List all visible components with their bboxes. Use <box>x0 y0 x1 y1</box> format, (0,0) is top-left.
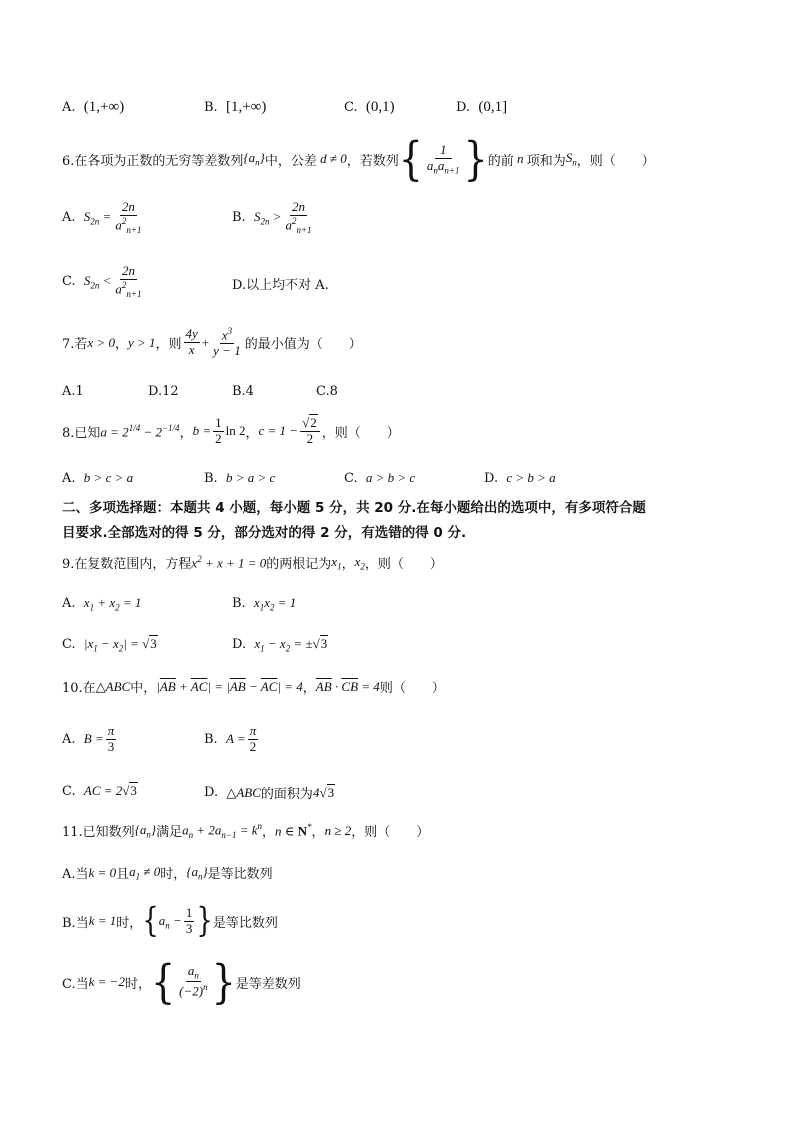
q11-option-b: B.当 k = 1 时， { $a_n$ − $\frac{1}{3}$ } 是等比数列 <box>62 901 278 941</box>
q9-option-a: A. $x_1 + x_2 = 1$ <box>62 595 142 613</box>
q10-option-a: A. B = $\frac{\pi}{3}$ <box>62 723 115 754</box>
section-2-heading-line-2: 目要求.全部选对的得 5 分，部分选对的得 2 分，有选错的得 0 分. <box>62 525 467 541</box>
q7-option-4: C.8 <box>316 384 338 399</box>
q6-option-b: B. $S_{2n}$ > $\frac{2n}{a^2_{n+1}}$ <box>232 199 312 235</box>
q6-stem: 6.在各项为正数的无穷等差数列 $\{a_n\}$ 中，公差 d ≠ 0 ，若数列 { $\frac{1}{a_na_{n+1}}$ } 的前 n 项和为 $S_n$ ，则（ ） <box>62 132 655 186</box>
q10-option-c: C. AC = 2√3 <box>62 783 137 799</box>
q9-option-c: C. $|x_1 - x_2| = √3$ <box>62 636 157 654</box>
q11-option-a: A.当 k = 0 且 $a_1 \ne 0$ 时， $\{a_n\}$ 是等比数列 <box>62 863 273 882</box>
q8-option-b: B. b > a > c <box>204 470 276 486</box>
q8-option-a: A. b > c > a <box>62 470 134 486</box>
q10-stem: 10.在 △ABC 中， $|\overline{AB} + \overline{AC}| = |\overline{AB} - \overline{AC}| = 4$ ， $\overline{AB} \cdot \overline{CB} = 4$ 则（ ） <box>62 678 445 696</box>
q7-option-1: A.1 <box>62 384 84 399</box>
q7-option-2: D.12 <box>148 384 179 399</box>
q11-option-c: C.当 k = −2 时， { $\frac{a_n}{(-2)^n}$ } 是等差数列 <box>62 955 301 1009</box>
section-2-heading-line-1: 二、多项选择题：本题共 4 小题，每小题 5 分，共 20 分.在每小题给出的选项中，有多项符合题 <box>62 500 646 516</box>
q10-option-d: D. △ABC 的面积为 4√3 <box>204 784 335 802</box>
q8-stem: 8.已知 $a = 2^{1/4} - 2^{-1/4}$ ， b = $\frac{1}{2}$ ln 2 ， c = 1 − $\frac{√2}{2}$ ，则（ ） <box>62 415 400 446</box>
q8-option-c: C. a > b > c <box>344 470 416 486</box>
q8-option-d: D. c > b > a <box>484 470 556 486</box>
q10-option-b: B. A = $\frac{\pi}{2}$ <box>204 723 257 754</box>
q11-stem: 11.已知数列 $\{a_n\}$ 满足 $a_n + 2a_{n-1} = k^n$ ， n ∈ N* ， n ≥ 2 ，则（ ） <box>62 821 430 840</box>
q5-option-c: C. (0,1) <box>344 99 395 115</box>
q7-stem: 7.若 x > 0 ， y > 1 ，则 $\frac{4y}{x}$ + $\frac{x^3}{y - 1}$ 的最小值为（ ） <box>62 326 362 359</box>
q7-option-3: B.4 <box>232 384 254 399</box>
q5-option-a: A. (1,+∞) <box>62 99 125 115</box>
q9-option-b: B. $x_1x_2 = 1$ <box>232 595 297 613</box>
q9-option-d: D. $x_1 - x_2 = \pm√3$ <box>232 636 328 654</box>
q6-option-a: A. $S_{2n}$ = $\frac{2n}{a^2_{n+1}}$ <box>62 199 142 235</box>
q6-option-c: C. $S_{2n}$ < $\frac{2n}{a^2_{n+1}}$ <box>62 263 142 299</box>
q5-option-b: B. [1,+∞) <box>204 99 267 115</box>
q5-option-d: D. (0,1] <box>456 99 508 115</box>
q6-option-d: D.以上均不对 A. <box>232 278 329 293</box>
q9-stem: 9.在复数范围内，方程 $x^2 + x + 1 = 0$ 的两根记为 $x_1$ ， $x_2$ ，则（ ） <box>62 553 443 572</box>
